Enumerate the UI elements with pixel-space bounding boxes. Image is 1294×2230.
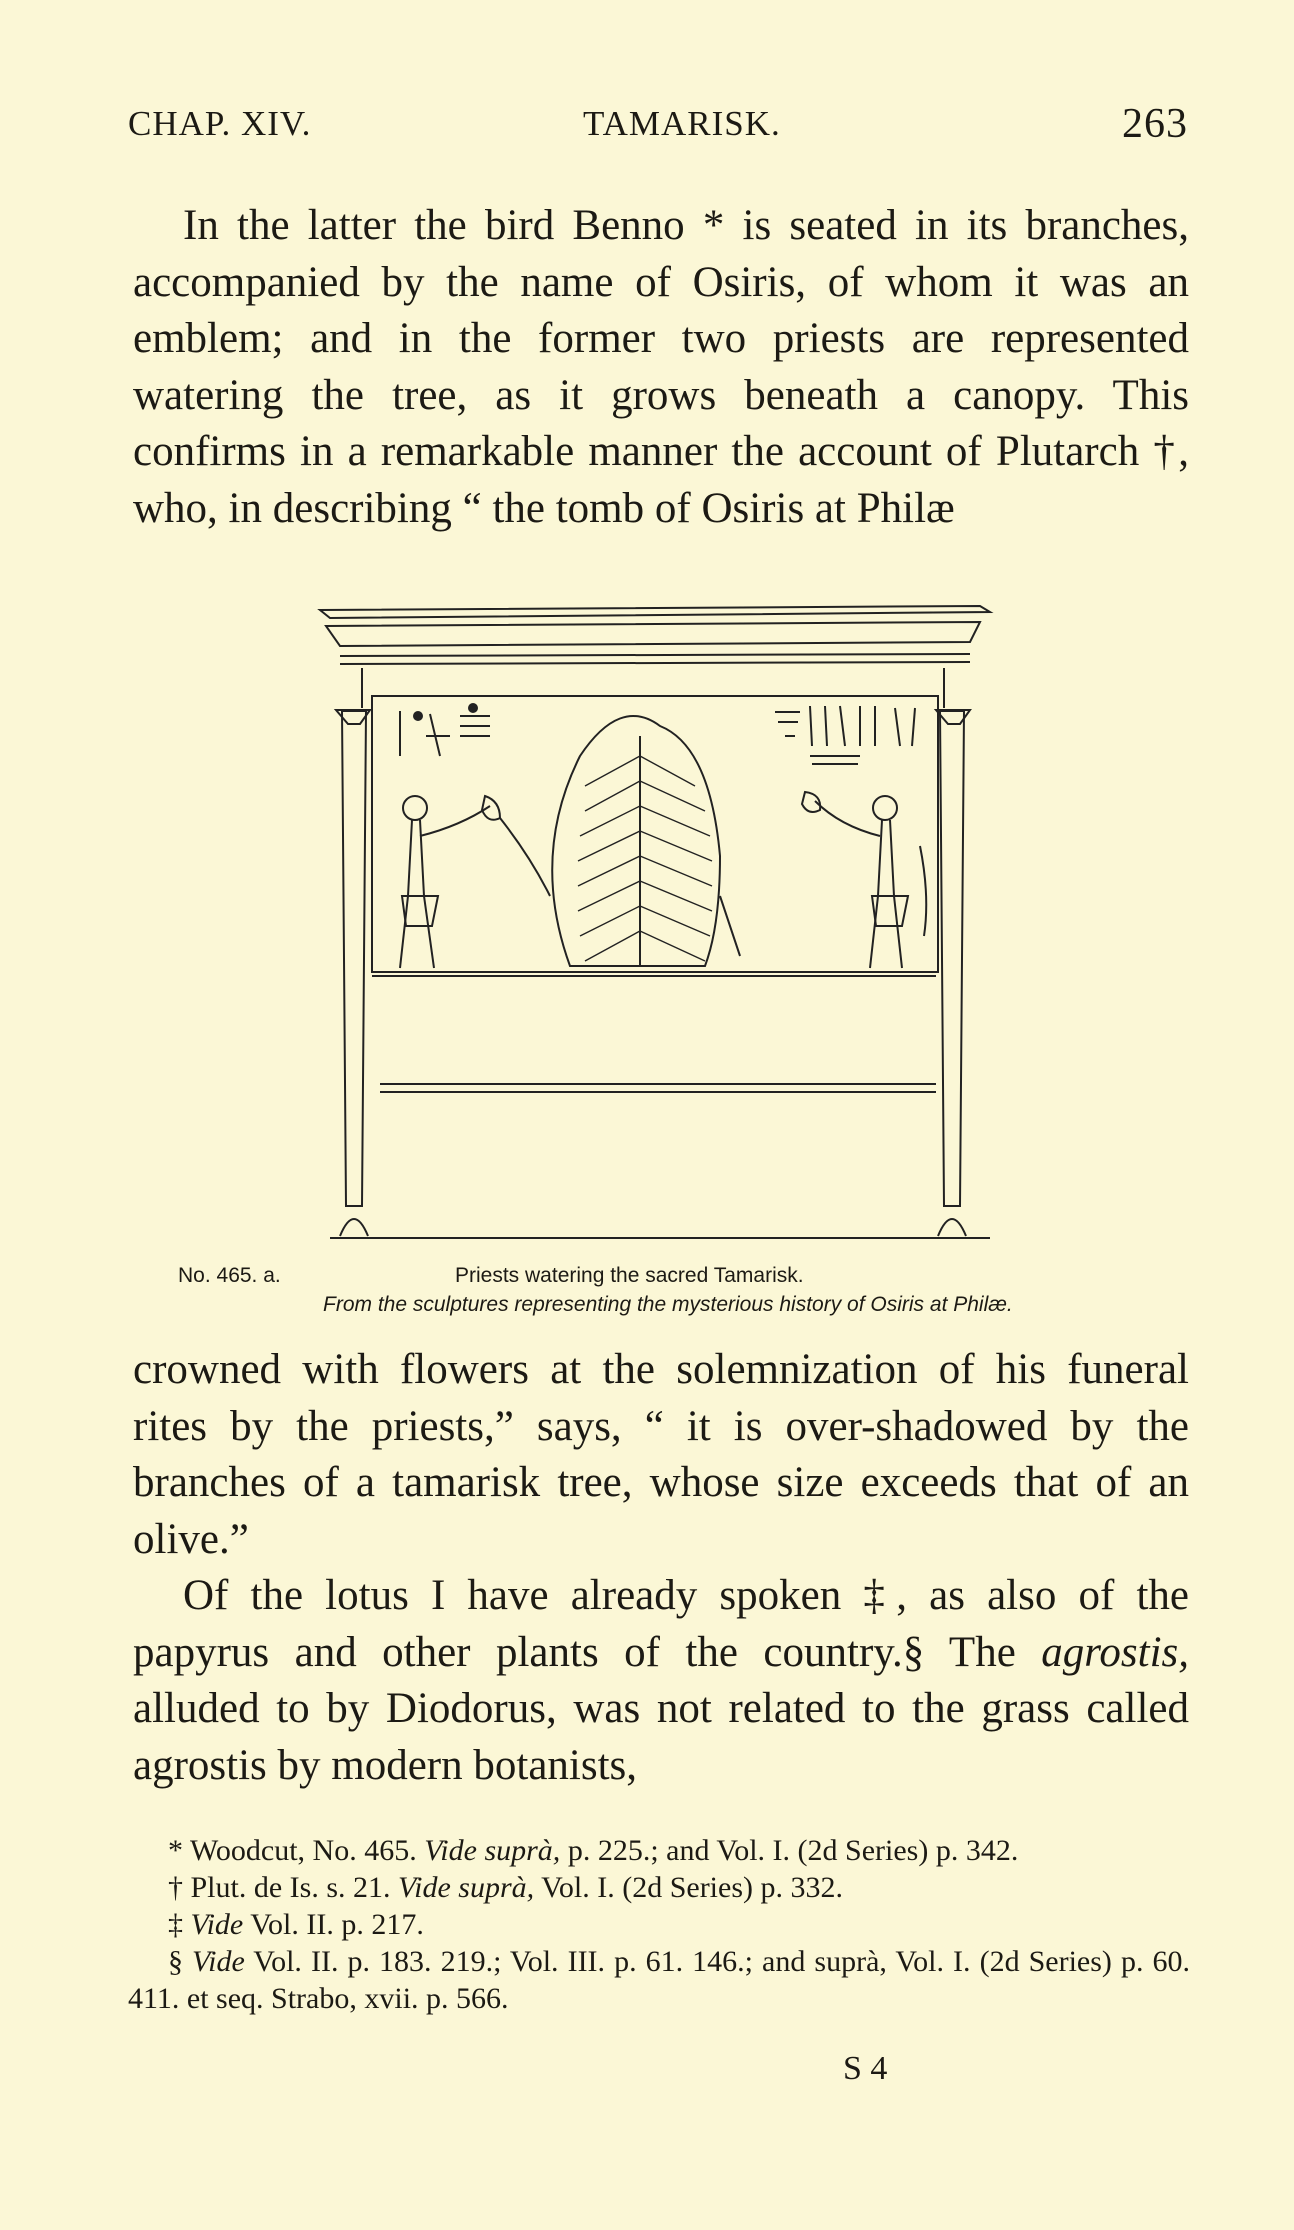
text-run: Of the lotus I have already spoken ‡, as also of the papyrus and other plants of the country.§ The	[133, 1572, 1189, 1676]
text-run: p. 225.; and Vol. I. (2d Series) p. 342.	[560, 1834, 1019, 1867]
italic-text: Vide suprà,	[424, 1834, 561, 1867]
figure-number: No. 465. a.	[178, 1264, 281, 1287]
italic-term: agrostis,	[1041, 1628, 1189, 1676]
running-header	[128, 101, 1188, 154]
caption-source: From the sculptures representing the mysterious history of Osiris at Philæ.	[323, 1293, 1013, 1316]
running-title: TAMARISK.	[583, 104, 781, 143]
paragraph-text: In the latter the bird Benno * is seated in its branches, accompanied by the name of Osiris, of whom it was an emblem; and in the former two priests are represented watering the tree, as it grows beneath a canopy. This confirms in a remarkable manner the account of Plutarch †, who, in describing “ the tomb of Osiris at Philæ	[133, 202, 1189, 532]
woodcut-illustration	[300, 596, 1000, 1262]
footnote	[128, 1943, 1190, 2017]
footnote	[128, 1869, 1190, 1906]
text-run: Woodcut, No. 465.	[189, 1834, 425, 1867]
footnote	[128, 1906, 1190, 1943]
chapter-label: CHAP. XIV.	[128, 104, 312, 143]
page-number: 263	[1122, 101, 1188, 147]
italic-text: Vide suprà,	[398, 1871, 535, 1904]
text-run: Plut. de Is. s. 21.	[190, 1871, 399, 1904]
printer-signature: S 4	[843, 2050, 888, 2087]
paragraph-bottom	[133, 1342, 1189, 1794]
paragraph-continuation: crowned with flowers at the solemnization of his funeral rites by the priests,” says, “ it is over-shadowed by the branches of a tamarisk tree, whose size exceeds that of an olive.”	[133, 1346, 1189, 1563]
caption-text: Priests watering the sacred Tamarisk.	[455, 1264, 804, 1287]
footnote-mark: †	[168, 1871, 183, 1904]
italic-text: Vide	[190, 1908, 244, 1941]
text-run: Vol. II. p. 217.	[243, 1908, 424, 1941]
paragraph-text	[133, 1568, 1189, 1794]
text-run: Vol. II. p. 183. 219.; Vol. III. p. 61. 146.; and suprà, Vol. I. (2d Series) p. 60. 411. et seq. Strabo, xvii. p. 566.	[128, 1945, 1190, 2015]
footnote	[128, 1832, 1190, 1869]
footnotes	[128, 1832, 1190, 2017]
footnote-mark: §	[168, 1945, 183, 1978]
paragraph-top	[133, 198, 1189, 537]
text-run: Vol. I. (2d Series) p. 332.	[534, 1871, 844, 1904]
text-run: alluded to by Diodorus, was not related to the grass called agrostis by modern botanists,	[133, 1685, 1189, 1789]
italic-text: Vide	[192, 1945, 245, 1978]
footnote-mark: *	[168, 1834, 183, 1867]
footnote-mark: ‡	[168, 1908, 183, 1941]
